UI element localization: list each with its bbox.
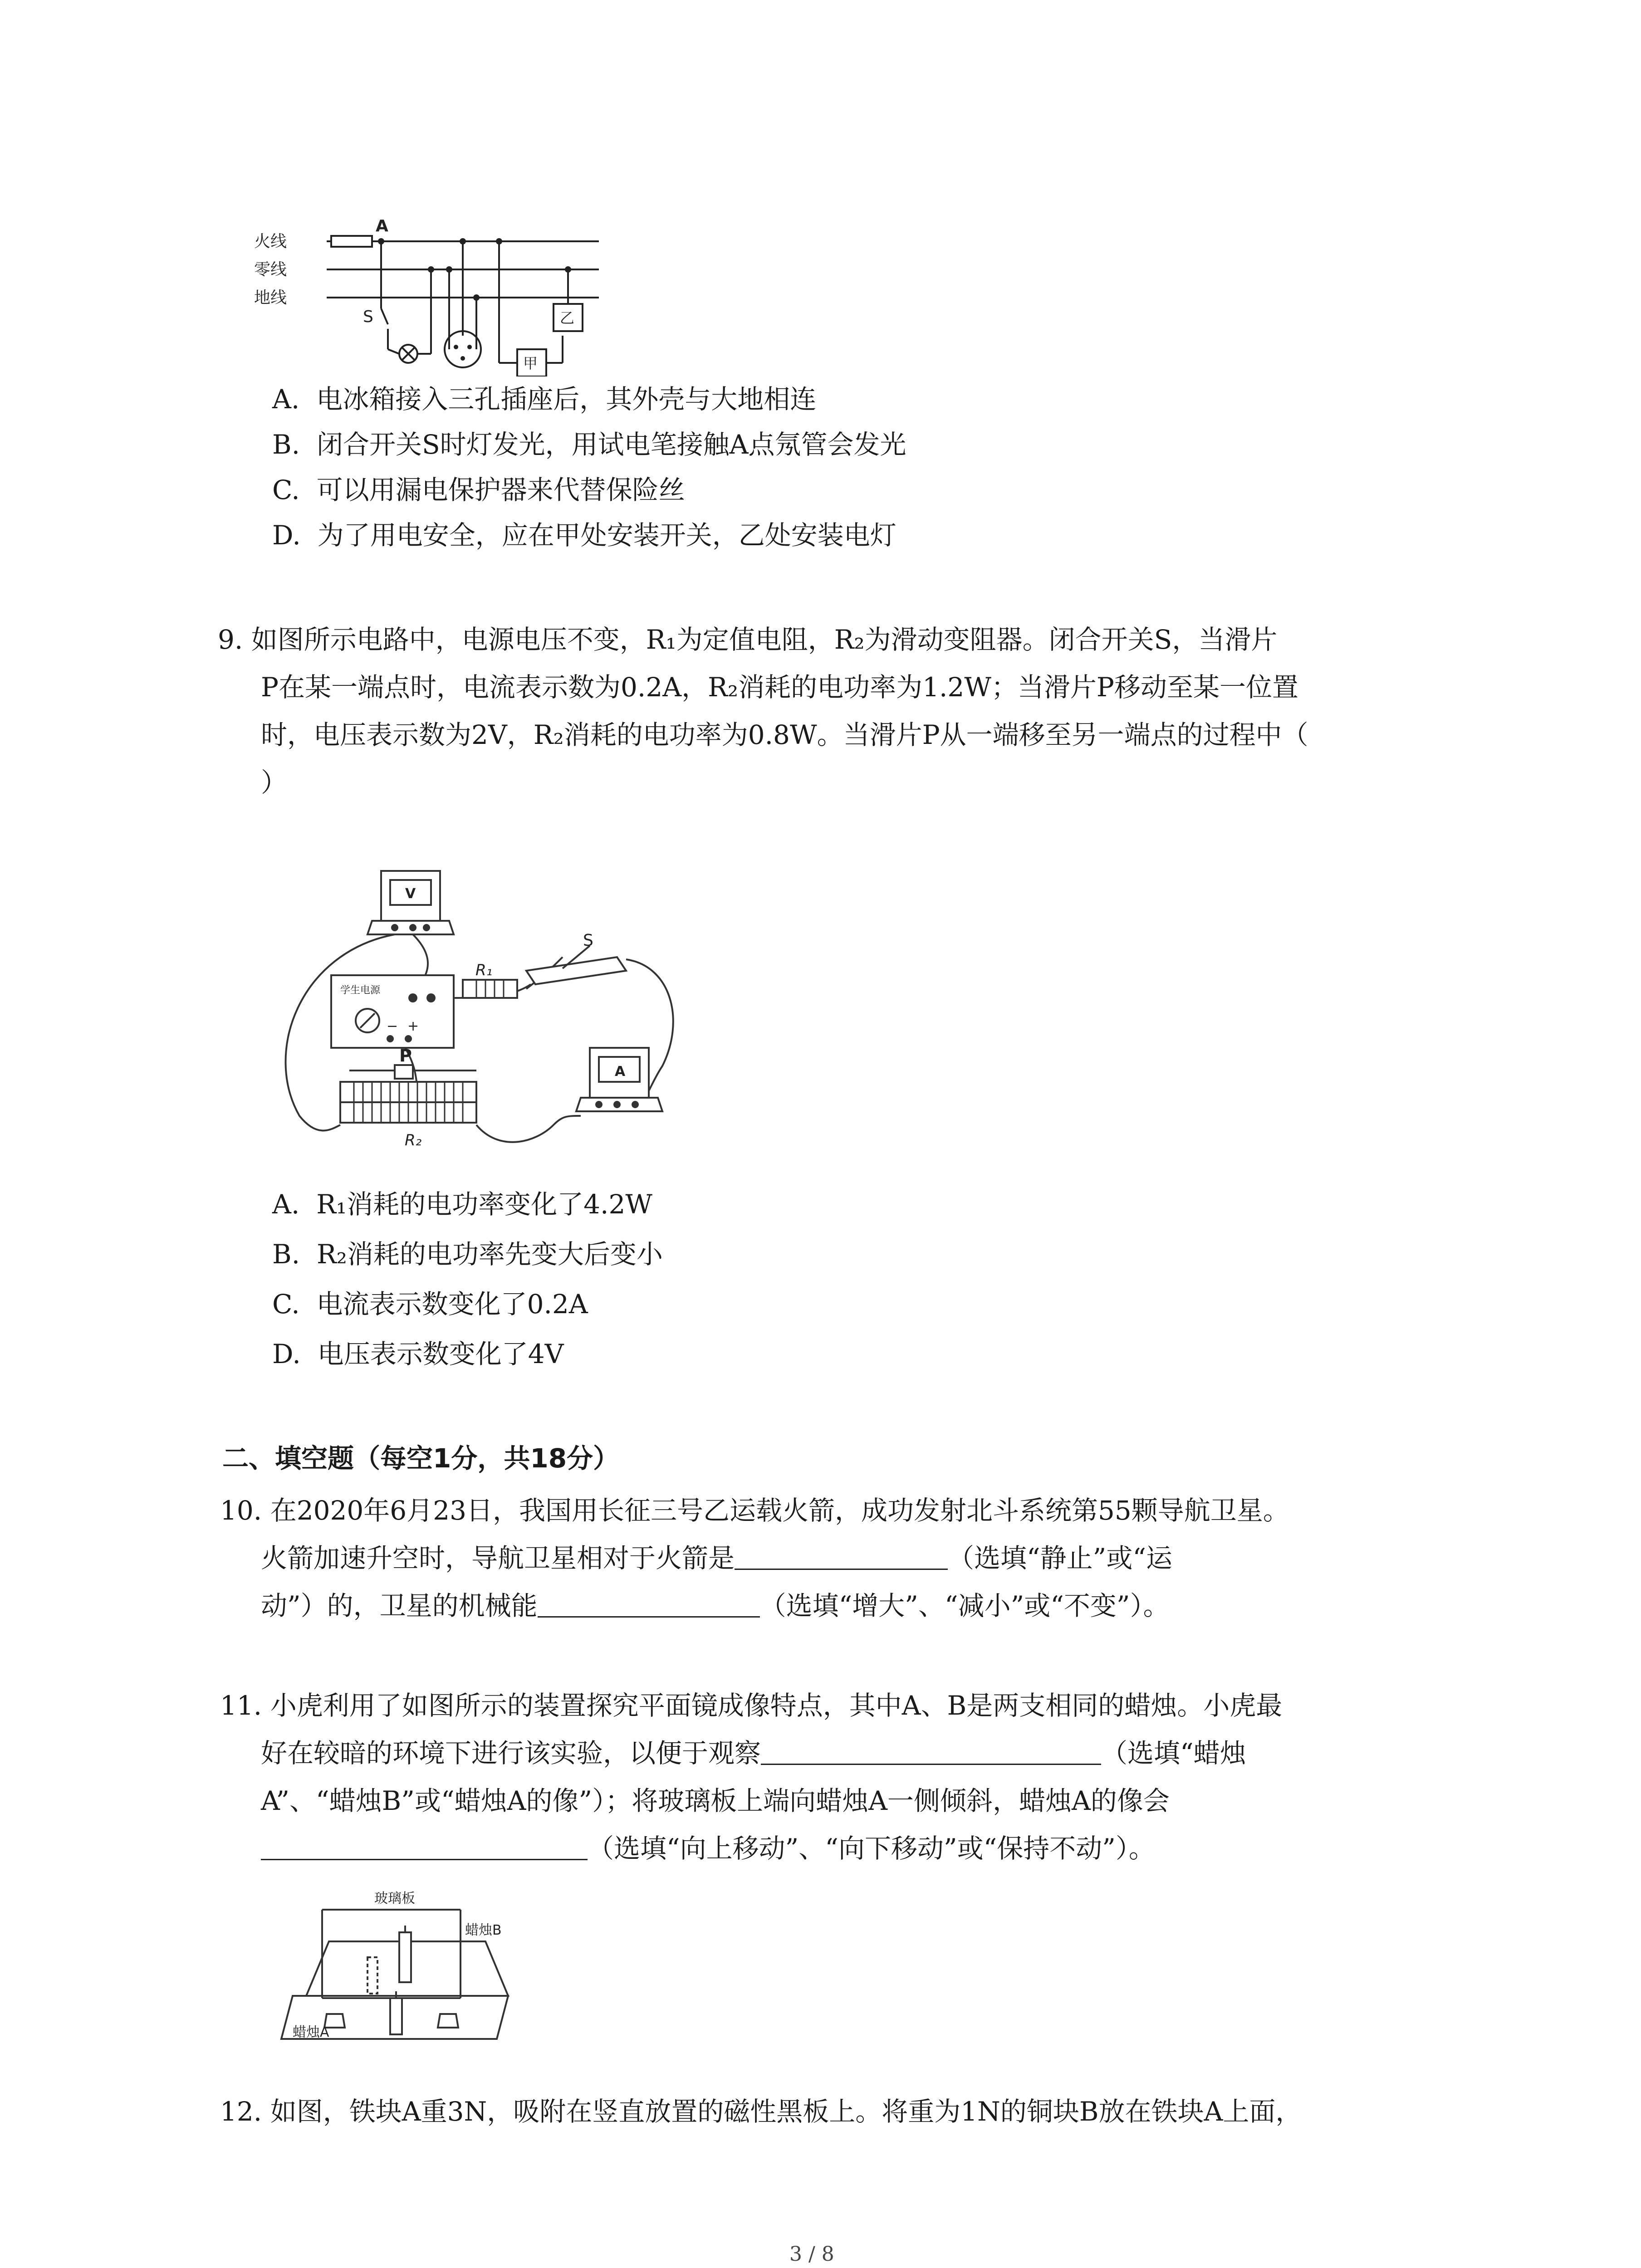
voltmeter-label: V bbox=[405, 886, 416, 902]
slider-p-label: P bbox=[399, 1046, 412, 1066]
q9-line-1: 9. 如图所示电路中，电源电压不变，R₁为定值电阻，R₂为滑动变阻器。闭合开关S，当滑片 bbox=[218, 624, 1278, 655]
r1-label: R₁ bbox=[475, 961, 493, 979]
q9-option-c[interactable]: C. 电流表示数变化了0.2A bbox=[272, 1289, 588, 1320]
q8-option-c[interactable]: C. 可以用漏电保护器来代替保险丝 bbox=[272, 474, 685, 505]
supply-label: 学生电源 bbox=[340, 985, 381, 996]
q9-option-d[interactable]: D. 电压表示数变化了4V bbox=[272, 1339, 564, 1369]
candle-b-label: 蜡烛B bbox=[465, 1922, 502, 1938]
q9-line-2: P在某一端点时，电流表示数为0.2A，R₂消耗的电功率为1.2W；当滑片P移动至某一位置 bbox=[261, 672, 1298, 703]
q10-blank-2[interactable] bbox=[538, 1591, 760, 1618]
q8-option-b[interactable]: B. 闭合开关S时灯发光，用试电笔接触A点氖管会发光 bbox=[272, 429, 906, 460]
switch-label: S bbox=[583, 931, 593, 950]
q11-blank-2[interactable] bbox=[261, 1833, 588, 1860]
q8-option-d[interactable]: D. 为了用电安全，应在甲处安装开关，乙处安装电灯 bbox=[272, 520, 896, 551]
box-jia-label: 甲 bbox=[523, 355, 538, 372]
candle-a-label: 蜡烛A bbox=[293, 2024, 329, 2040]
q9-option-a[interactable]: A. R₁消耗的电功率变化了4.2W bbox=[272, 1189, 652, 1220]
q11-line-2: 好在较暗的环境下进行该实验，以便于观察 （选填“蜡烛 bbox=[261, 1738, 1246, 1769]
supply-plus-label: + bbox=[407, 1018, 419, 1034]
q11-line-4: （选填“向上移动”、“向下移动”或“保持不动”）。 bbox=[261, 1830, 1155, 1867]
switch-s-label: S bbox=[363, 308, 373, 326]
q11-line-3: A”、“蜡烛B”或“蜡烛A的像”）；将玻璃板上端向蜡烛A一侧倾斜，蜡烛A的像会 bbox=[261, 1785, 1170, 1816]
point-a-label: A bbox=[376, 217, 388, 235]
q11-line-1: 11. 小虎利用了如图所示的装置探究平面镜成像特点，其中A、B是两支相同的蜡烛。小虎最 bbox=[220, 1690, 1283, 1721]
mirror-experiment-figure bbox=[279, 1882, 515, 2046]
q9-line-3: 时，电压表示数为2V，R₂消耗的电功率为0.8W。当滑片P从一端移至另一端点的过程中（ bbox=[261, 719, 1308, 750]
section-title: 二、填空题（每空1分，共18分） bbox=[222, 1443, 620, 1474]
box-yi-label: 乙 bbox=[560, 309, 575, 327]
q11-blank-1[interactable] bbox=[761, 1738, 1101, 1765]
neutral-wire-label: 零线 bbox=[254, 260, 287, 279]
q8-option-a[interactable]: A. 电冰箱接入三孔插座后，其外壳与大地相连 bbox=[272, 384, 817, 415]
household-circuit-figure bbox=[254, 213, 617, 376]
q9-line-4: ） bbox=[261, 767, 288, 798]
q9-option-b[interactable]: B. R₂消耗的电功率先变大后变小 bbox=[272, 1239, 663, 1270]
q12-line-1: 12. 如图，铁块A重3N，吸附在竖直放置的磁性黑板上。将重为1N的铜块B放在铁块A上面， bbox=[220, 2096, 1302, 2127]
q10-line-1: 10. 在2020年6月23日，我国用长征三号乙运载火箭，成功发射北斗系统第55颗导航卫星。 bbox=[220, 1495, 1289, 1526]
ammeter-label: A bbox=[615, 1064, 626, 1080]
ground-wire-label: 地线 bbox=[254, 288, 287, 307]
glass-label: 玻璃板 bbox=[374, 1891, 415, 1906]
r2-label: R₂ bbox=[405, 1131, 422, 1149]
supply-minus-label: − bbox=[387, 1018, 398, 1034]
q10-line-3: 动”）的，卫星的机械能 （选填“增大”、“减小”或“不变”）。 bbox=[261, 1590, 1170, 1621]
q9-circuit-figure bbox=[263, 862, 717, 1179]
page-number: 3 / 8 bbox=[789, 2243, 834, 2266]
q10-blank-1[interactable] bbox=[735, 1543, 948, 1570]
live-wire-label: 火线 bbox=[254, 232, 287, 251]
q10-line-2: 火箭加速升空时，导航卫星相对于火箭是 （选填“静止”或“运 bbox=[261, 1543, 1172, 1574]
